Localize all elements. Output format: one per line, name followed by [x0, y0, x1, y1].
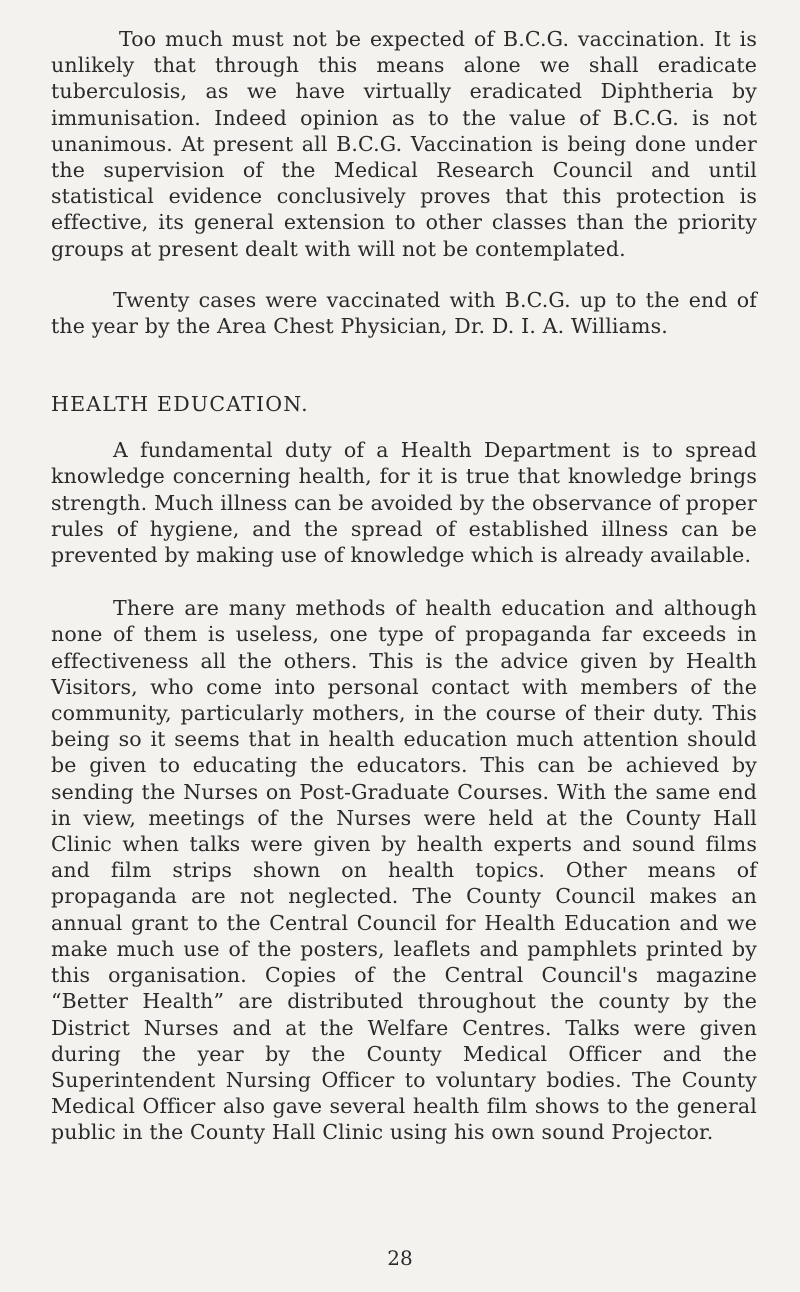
paragraph-education-methods: There are many methods of health education and although none of them is useless, one type of propaganda far exceeds in effectiveness all the others. This is the advice given by Health Visitors, who come into personal contact with members of the community, particularly mothers, in the course of their duty. This being so it seems that in health education much attention should be given to educating the educators. This can be achieved by sending the Nurses on Post-Graduate Courses. With the same end in view, meetings of the Nurses were held at the County Hall Clinic when talks were given by health experts and sound films and film strips shown on health topics. Other means of propaganda are not neglected. The County Council makes an annual grant to the Central Council for Health Education and we make much use of the posters, leaflets and pamphlets printed by this organisation. Copies of the Central Council's magazine “Better Health” are distributed throughout the county by the District Nurses and at the Welfare Centres. Talks were given during the year by the County Medical Officer and the Superintendent Nursing Officer to voluntary bodies. The County Medical Officer also gave several health film shows to the general public in the County Hall Clinic using his own sound Projector. — [51, 596, 757, 1145]
paragraph-vaccinated-cases: Twenty cases were vaccinated with B.C.G. up to the end of the year by the Area Chest Physician, Dr. D. I. A. Williams. — [51, 287, 757, 339]
document-page — [51, 26, 757, 1146]
paragraph-bcg-expectations — [51, 26, 757, 262]
page-number: 28 — [387, 1246, 413, 1270]
paragraph-bcg-expectations-text: Too much must not be expected of B.C.G. vaccination. It is unlikely that through this means alone we shall eradicate tuberculosis, as we have virtually eradicated Diphtheria by immunisation. Indeed opinion as to the value of B.C.G. is not unanimous. At present all B.C.G. Vaccination is being done under the supervision of the Medical Research Council and until statistical evidence conclusively proves that this protection is effective, its general extension to other classes than the priority groups at present dealt with will not be contemplated. — [51, 27, 757, 261]
section-heading-health-education: HEALTH EDUCATION. — [51, 392, 309, 417]
paragraph-fundamental-duty: A fundamental duty of a Health Department is to spread knowledge concerning health, for it is true that knowledge brings strength. Much illness can be avoided by the observance of proper rules of hygiene, and the spread of established illness can be prevented by making use of knowledge which is already available. — [51, 438, 757, 568]
